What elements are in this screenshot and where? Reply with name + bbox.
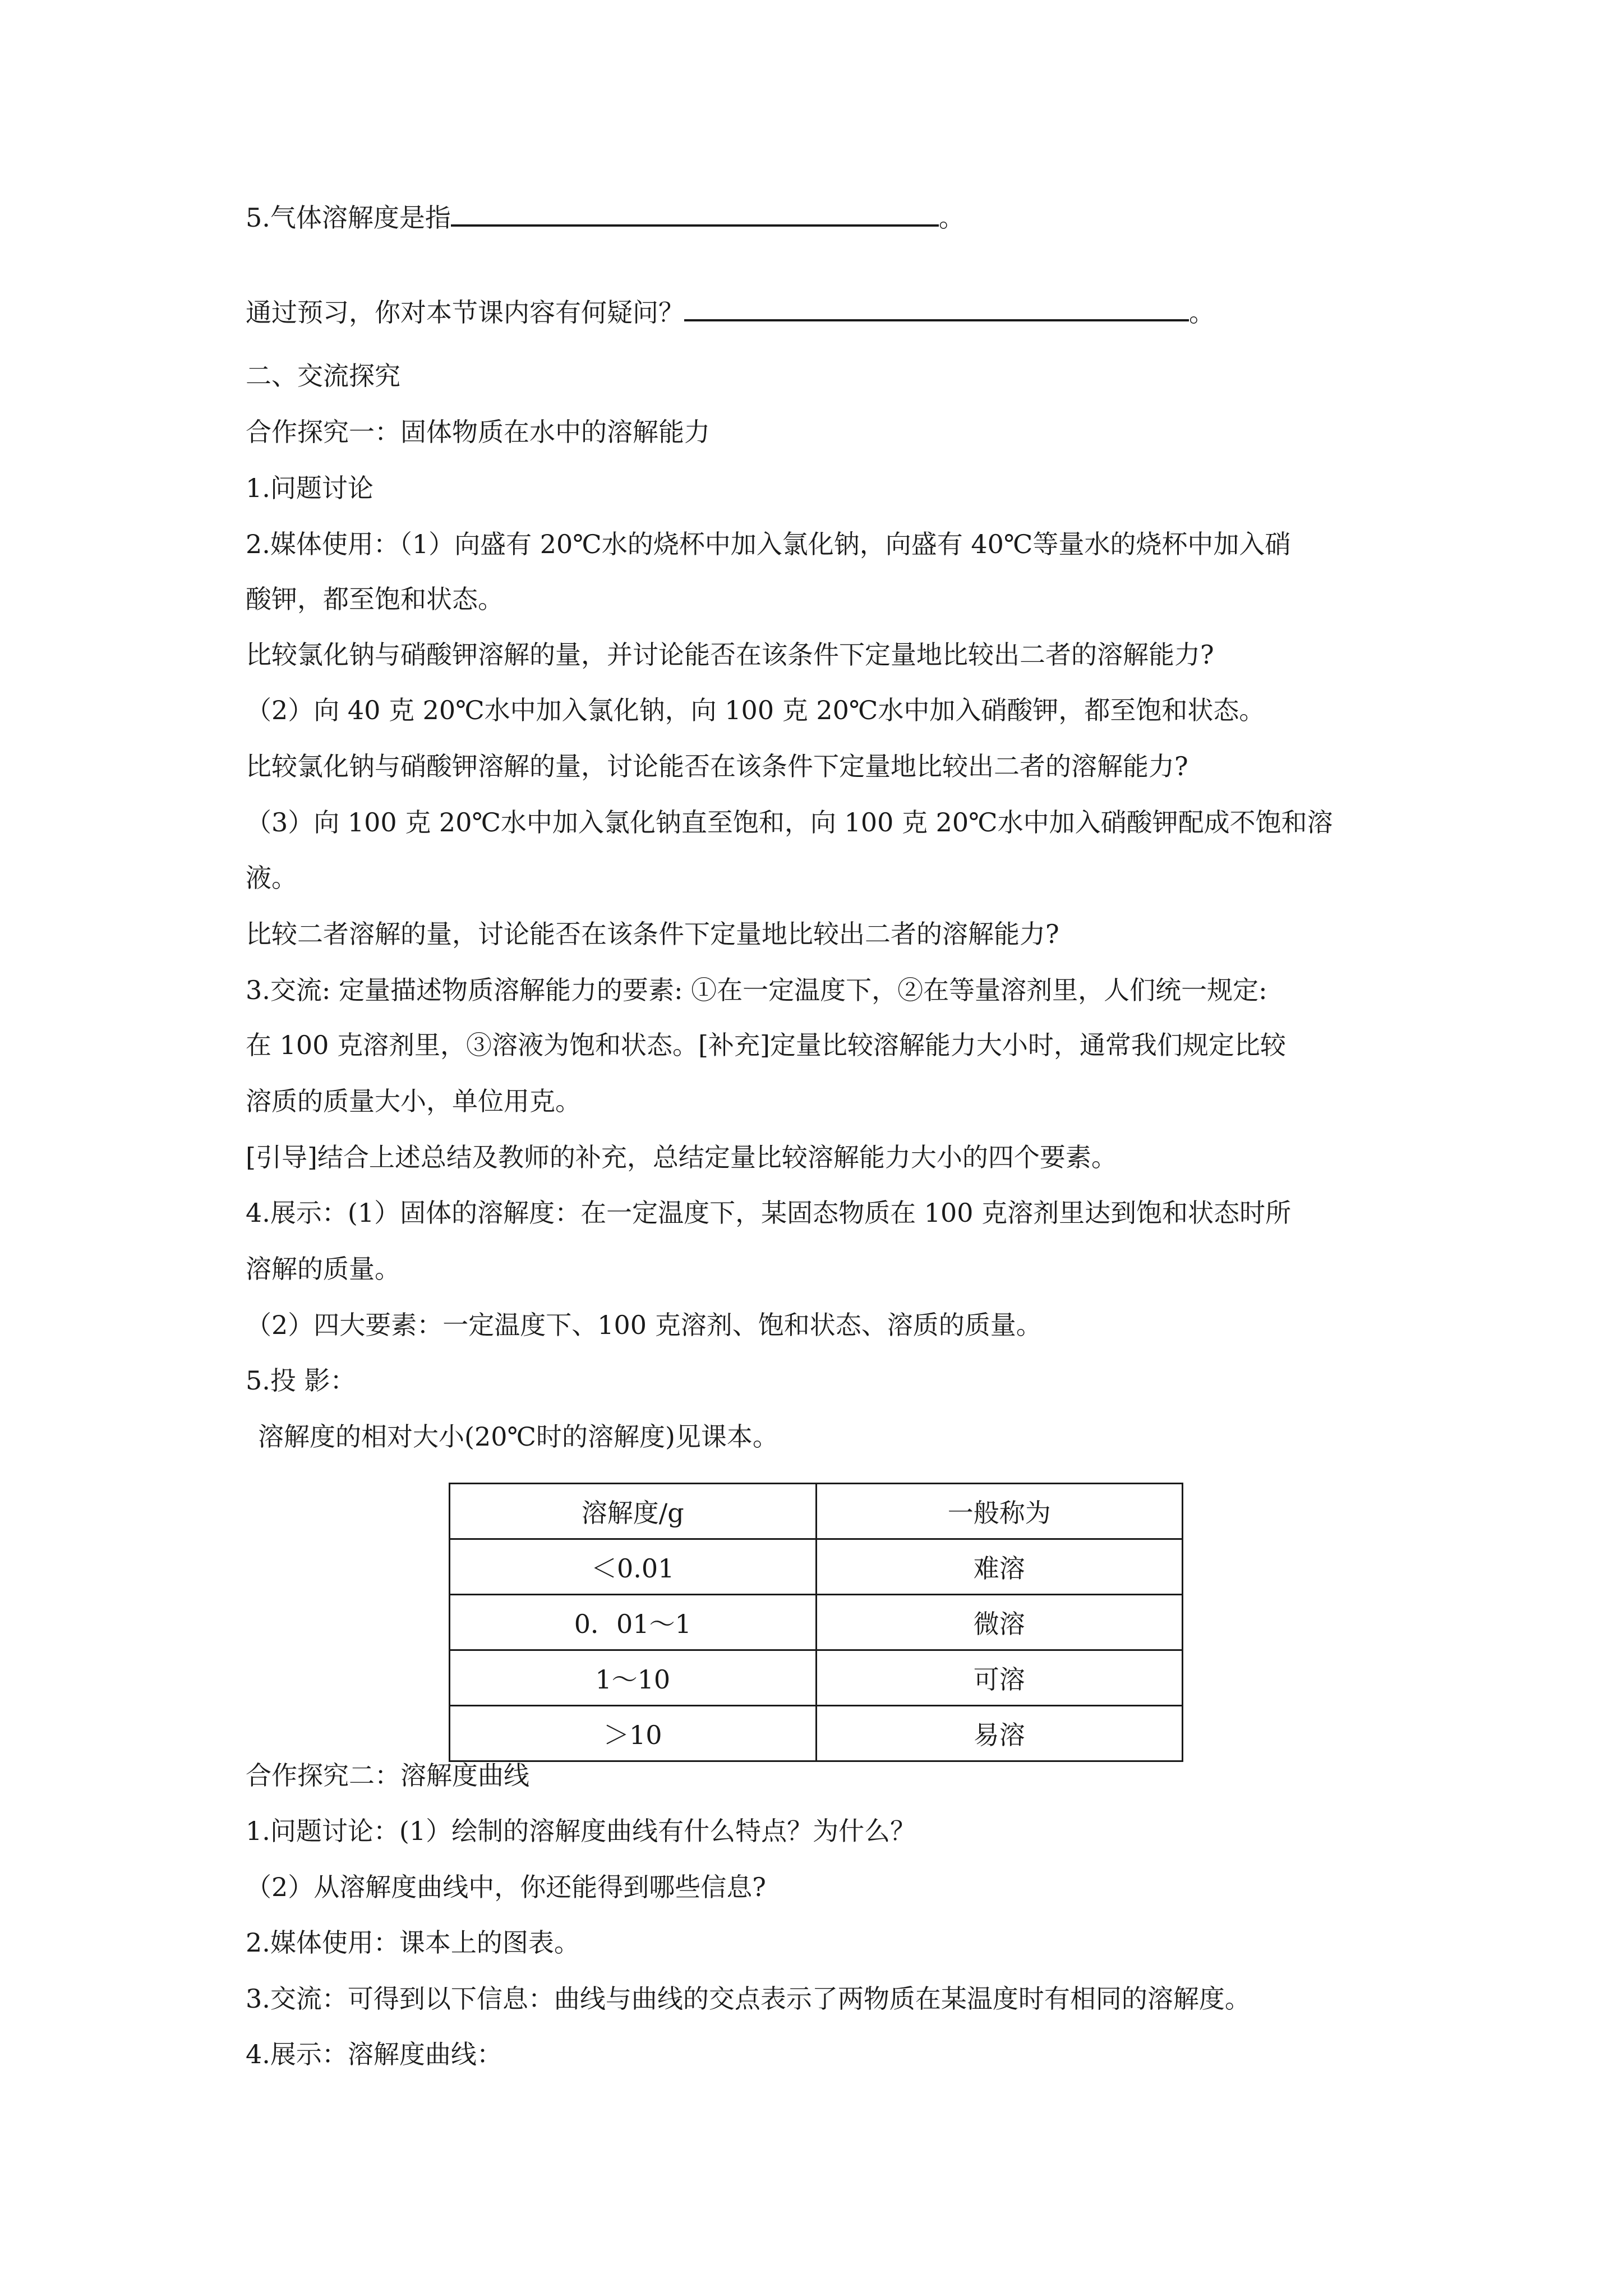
q5-prefix: 5.气体溶解度是指 — [246, 203, 451, 233]
table-row — [450, 1539, 1183, 1595]
table-cell: 1～10 — [450, 1650, 817, 1706]
coop1-item-4a: 4.展示：(1）固体的溶解度：在一定温度下，某固态物质在 100 克溶剂里达到饱和状态时所 — [246, 1198, 1292, 1228]
table-header-cell: 溶解度/g — [450, 1484, 817, 1539]
table-cell: ＞10 — [450, 1706, 817, 1761]
table-cell: 易溶 — [816, 1706, 1183, 1761]
table-cell: 难溶 — [816, 1539, 1183, 1595]
coop1-item-3d: [引导]结合上述总结及教师的补充，总结定量比较溶解能力大小的四个要素。 — [246, 1142, 1117, 1172]
solubility-table — [449, 1483, 1183, 1762]
coop2-item-1a: 1.问题讨论：(1）绘制的溶解度曲线有什么特点？为什么？ — [246, 1816, 916, 1846]
coop1-heading: 合作探究一：固体物质在水中的溶解能力 — [246, 417, 710, 447]
coop2-item-2: 2.媒体使用：课本上的图表。 — [246, 1927, 580, 1958]
table-row — [450, 1650, 1183, 1706]
coop1-item-5b: 溶解度的相对大小(20℃时的溶解度)见课本。 — [258, 1421, 778, 1452]
q5-suffix: 。 — [938, 203, 965, 233]
table-cell: 微溶 — [816, 1595, 1183, 1650]
coop2-item-3: 3.交流：可得到以下信息：曲线与曲线的交点表示了两物质在某温度时有相同的溶解度。 — [246, 1984, 1251, 2014]
coop1-item-2b: 酸钾，都至饱和状态。 — [246, 584, 504, 614]
q5-line — [246, 199, 965, 234]
q5-answer-blank[interactable] — [451, 199, 939, 227]
table-header-cell: 一般称为 — [816, 1484, 1183, 1539]
coop1-item-4b: 溶解的质量。 — [246, 1254, 400, 1284]
coop1-item-2c: 比较氯化钠与硝酸钾溶解的量，并讨论能否在该条件下定量地比较出二者的溶解能力? — [246, 639, 1214, 670]
table-row — [450, 1706, 1183, 1761]
coop1-item-2a: 2.媒体使用：（1）向盛有 20℃水的烧杯中加入氯化钠，向盛有 40℃等量水的烧杯中加入硝 — [246, 529, 1291, 559]
table-cell: ＜0.01 — [450, 1539, 817, 1595]
coop1-item-3b: 在 100 克溶剂里，③溶液为饱和状态。[补充]定量比较溶解能力大小时，通常我们规定比较 — [246, 1030, 1286, 1060]
coop1-item-2h: 比较二者溶解的量，讨论能否在该条件下定量地比较出二者的溶解能力? — [246, 919, 1059, 949]
table-header-row — [450, 1484, 1183, 1539]
coop1-item-5: 5.投 影： — [246, 1365, 356, 1396]
table-cell: 0．01～1 — [450, 1595, 817, 1650]
coop1-item-4c: （2）四大要素：一定温度下、100 克溶剂、饱和状态、溶质的质量。 — [246, 1310, 1042, 1340]
preview-question-blank[interactable] — [684, 293, 1189, 321]
coop1-item-2f: （3）向 100 克 20℃水中加入氯化钠直至饱和，向 100 克 20℃水中加入硝酸钾配成不饱和溶 — [246, 807, 1333, 838]
coop1-item-2g: 液。 — [246, 863, 297, 893]
coop1-item-3a: 3.交流: 定量描述物质溶解能力的要素: ①在一定温度下，②在等量溶剂里，人们统一规定: — [246, 975, 1267, 1005]
table-row — [450, 1595, 1183, 1650]
coop2-item-1b: （2）从溶解度曲线中，你还能得到哪些信息? — [246, 1872, 766, 1902]
coop1-item-2d: （2）向 40 克 20℃水中加入氯化钠，向 100 克 20℃水中加入硝酸钾，都至饱和状态。 — [246, 695, 1265, 725]
coop1-item-1: 1.问题讨论 — [246, 473, 374, 503]
table-cell: 可溶 — [816, 1650, 1183, 1706]
preview-question-prefix: 通过预习，你对本节课内容有何疑问？ — [246, 297, 684, 328]
coop2-heading: 合作探究二：溶解度曲线 — [246, 1760, 529, 1791]
coop2-item-4: 4.展示：溶解度曲线： — [246, 2039, 502, 2069]
section-heading: 二、交流探究 — [246, 361, 400, 391]
preview-question-line — [246, 293, 1215, 329]
coop1-item-3c: 溶质的质量大小，单位用克。 — [246, 1086, 581, 1116]
coop1-item-2e: 比较氯化钠与硝酸钾溶解的量，讨论能否在该条件下定量地比较出二者的溶解能力? — [246, 751, 1188, 781]
preview-question-suffix: 。 — [1189, 297, 1215, 328]
